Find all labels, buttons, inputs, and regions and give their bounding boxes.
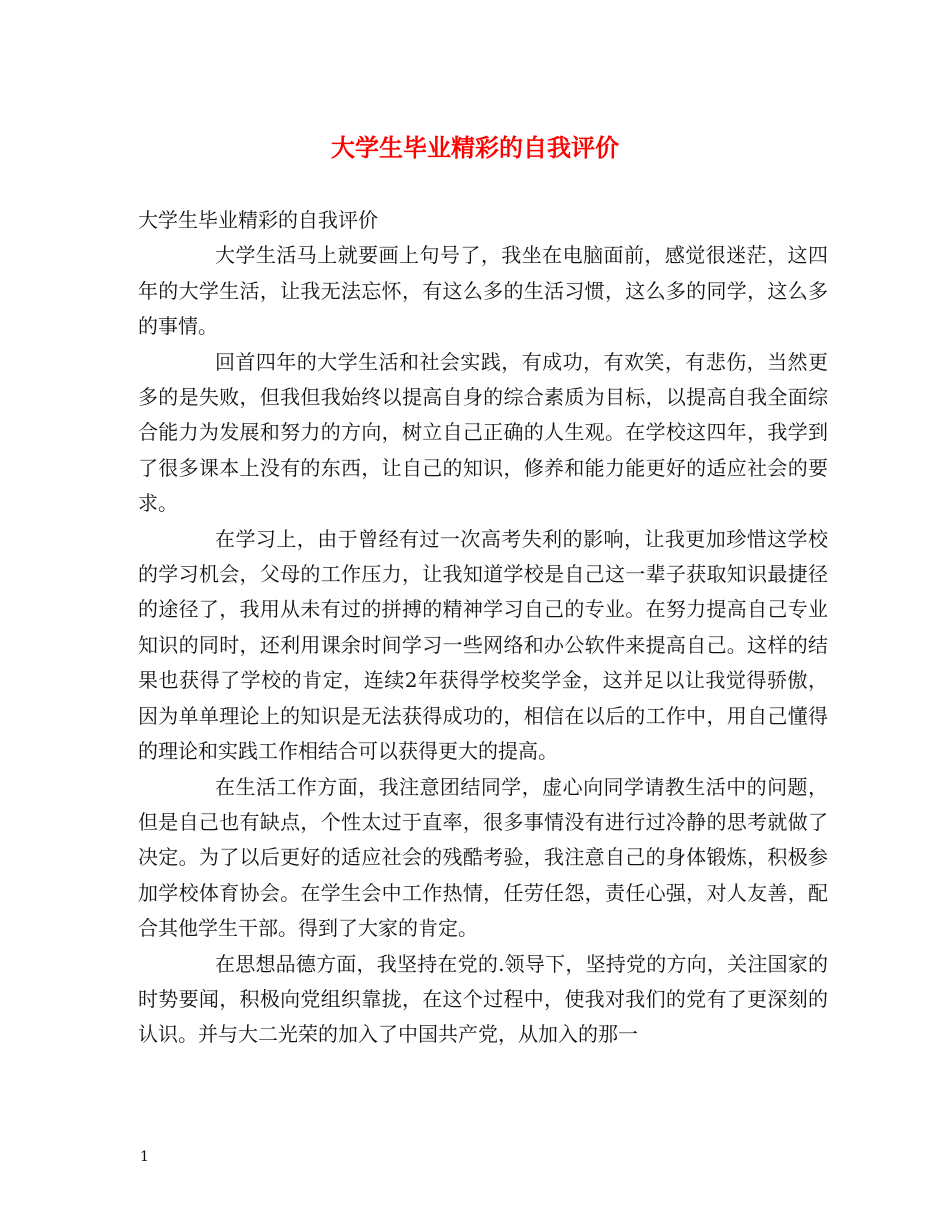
document-subtitle: 大学生毕业精彩的自我评价	[138, 208, 378, 232]
paragraph-3: 在学习上，由于曾经有过一次高考失利的影响，让我更加珍惜这学校的学习机会，父母的工作压力，让我知道学校是自己这一辈子获取知识最捷径的途径了，我用从未有过的拼搏的精神学习自己的专业。在努力提高自己专业知识的同时，还利用课余时间学习一些网络和办公软件来提高自己。这样的结果也获得了学校的肯定，连续2年获得学校奖学金，这并足以让我觉得骄傲，因为单单理论上的知识是无法获得成功的，相信在以后的工作中，用自己懂得的理论和实践工作相结合可以获得更大的提高。	[138, 526, 828, 764]
paragraph-2: 回首四年的大学生活和社会实践，有成功，有欢笑，有悲伤，当然更多的是失败，但我但我始终以提高自身的综合素质为目标，以提高自我全面综合能力为发展和努力的方向，树立自己正确的人生观。在学校这四年，我学到了很多课本上没有的东西，让自己的知识，修养和能力能更好的适应社会的要求。	[138, 349, 828, 516]
document-body	[138, 203, 828, 1053]
document-title: 大学生毕业精彩的自我评价	[331, 133, 619, 162]
paragraph-4: 在生活工作方面，我注意团结同学，虚心向同学请教生活中的问题，但是自己也有缺点，个性太过于直率，很多事情没有进行过冷静的思考就做了决定。为了以后更好的适应社会的残酷考验，我注意自己的身体锻炼，积极参加学校体育协会。在学生会中工作热情，任劳任怨，责任心强，对人友善，配合其他学生干部。得到了大家的肯定。	[138, 774, 828, 941]
page-number: 1	[140, 1149, 149, 1165]
paragraph-1: 大学生活马上就要画上句号了，我坐在电脑面前，感觉很迷茫，这四年的大学生活，让我无法忘怀，有这么多的生活习惯，这么多的同学，这么多的事情。	[138, 243, 828, 339]
paragraph-5: 在思想品德方面，我坚持在党的.领导下，坚持党的方向，关注国家的时势要闻，积极向党组织靠拢，在这个过程中，使我对我们的党有了更深刻的认识。并与大二光荣的加入了中国共产党，从加入的那一	[138, 951, 828, 1047]
